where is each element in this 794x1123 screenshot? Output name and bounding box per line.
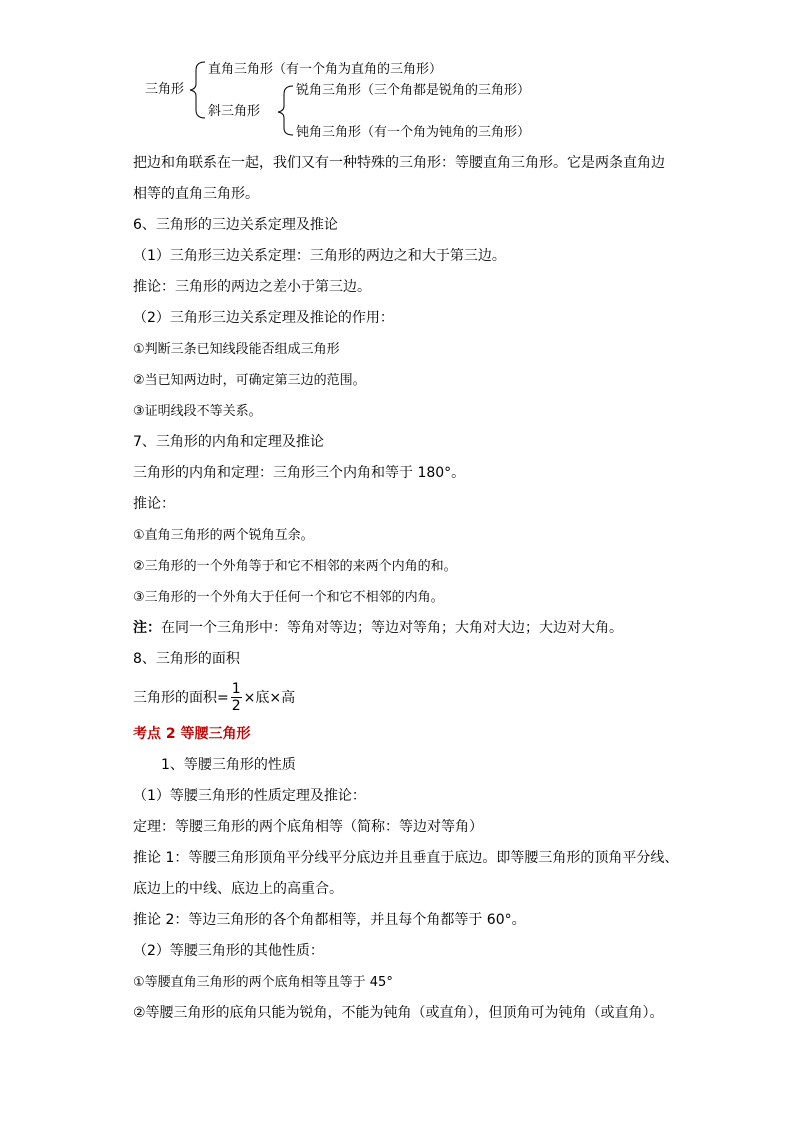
triangle-classification-tree <box>0 0 794 150</box>
paragraph: 推论： <box>133 496 175 512</box>
list-item: ①等腰直角三角形的两个底角相等且等于 45° <box>133 975 393 990</box>
list-item: ③证明线段不等关系。 <box>133 404 262 419</box>
paragraph: 推论：三角形的两边之差小于第三边。 <box>133 279 371 295</box>
area-prefix: 三角形的面积= <box>133 690 229 706</box>
tree-obtuse-triangle: 钝角三角形（有一个角为钝角的三角形） <box>296 125 531 140</box>
paragraph: 定理：等腰三角形的两个底角相等（简称：等边对等角） <box>133 819 483 835</box>
paragraph: （1）等腰三角形的性质定理及推论： <box>133 788 366 804</box>
fraction-denominator: 2 <box>231 697 241 714</box>
paragraph: 三角形的内角和定理：三角形三个内角和等于 180°。 <box>133 465 466 481</box>
paragraph: 把边和角联系在一起，我们又有一种特殊的三角形：等腰直角三角形。它是两条直角边 <box>133 155 665 171</box>
fraction-one-half <box>231 681 242 714</box>
paragraph: （2）等腰三角形的其他性质： <box>133 943 324 959</box>
tree-right-triangle: 直角三角形（有一个角为直角的三角形） <box>208 62 443 77</box>
tree-root-label: 三角形 <box>145 82 185 97</box>
area-suffix: ×底×高 <box>243 690 296 706</box>
area-formula <box>133 675 678 719</box>
paragraph: （2）三角形三边关系定理及推论的作用： <box>133 310 394 326</box>
fraction-numerator: 1 <box>231 680 241 697</box>
paragraph: 推论 2：等边三角形的各个角都相等，并且每个角都等于 60°。 <box>133 912 526 928</box>
list-item: ②等腰三角形的底角只能为锐角，不能为钝角（或直角），但顶角可为钝角（或直角）。 <box>133 1005 664 1021</box>
list-item: ①判断三条已知线段能否组成三角形 <box>133 342 340 357</box>
paragraph: 底边上的中线、底边上的高重合。 <box>133 881 343 897</box>
list-item: ③三角形的一个外角大于任何一个和它不相邻的内角。 <box>133 590 444 605</box>
section-title: 7、三角形的内角和定理及推论 <box>133 434 324 450</box>
list-item: ①直角三角形的两个锐角互余。 <box>133 528 314 543</box>
list-item: ②三角形的一个外角等于和它不相邻的来两个内角的和。 <box>133 559 457 574</box>
tree-acute-triangle: 锐角三角形（三个角都是锐角的三角形） <box>296 83 531 98</box>
document-body <box>133 148 678 1029</box>
note-text: 在同一个三角形中：等角对等边；等边对等角；大角对大边；大边对大角。 <box>161 620 623 636</box>
note-paragraph <box>133 613 678 644</box>
paragraph: （1）三角形三边关系定理：三角形的两边之和大于第三边。 <box>133 248 506 264</box>
section-title: 6、三角形的三边关系定理及推论 <box>133 217 338 233</box>
paragraph: 相等的直角三角形。 <box>133 186 259 202</box>
section-title: 8、三角形的面积 <box>133 651 240 667</box>
note-label: 注： <box>133 620 161 636</box>
key-point-title: 考点 2 等腰三角形 <box>133 726 251 742</box>
section-title: 1、等腰三角形的性质 <box>161 757 296 773</box>
list-item: ②当已知两边时，可确定第三边的范围。 <box>133 373 366 388</box>
paragraph: 推论 1：等腰三角形顶角平分线平分底边并且垂直于底边。即等腰三角形的顶角平分线、 <box>133 850 679 866</box>
tree-oblique-triangle: 斜三角形 <box>208 104 261 119</box>
